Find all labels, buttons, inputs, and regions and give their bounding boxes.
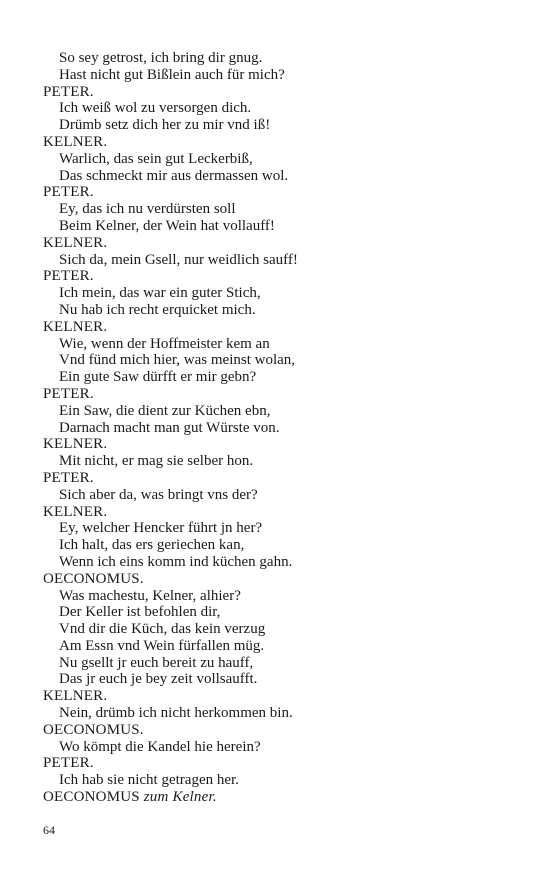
speaker-label: KELNER.: [43, 436, 108, 453]
verse-text: So sey getrost, ich bring dir gnug.: [59, 50, 263, 66]
speaker-name: [43, 319, 513, 336]
verse-text: Ey, das ich nu verdürsten soll: [59, 201, 236, 218]
verse-text: Ich mein, das war ein guter Stich,: [59, 285, 261, 302]
verse-line: [43, 420, 513, 437]
verse-line: [43, 168, 513, 185]
play-text: [43, 50, 513, 806]
speaker-label: PETER.: [43, 755, 94, 772]
speaker-label: OECONOMUS: [43, 789, 140, 806]
page-number: 64: [43, 823, 55, 837]
verse-text: Warlich, das sein gut Leckerbiß,: [59, 150, 253, 167]
stage-direction: zum Kelner.: [143, 789, 217, 806]
speaker-label: KELNER.: [43, 234, 108, 251]
verse-text: Ich weiß wol zu versorgen dich.: [59, 100, 252, 117]
verse-line: [43, 50, 513, 67]
verse-line: [43, 739, 513, 756]
speaker-label: OECONOMUS.: [43, 721, 144, 738]
verse-line: [43, 554, 513, 571]
speaker-label: PETER.: [43, 385, 94, 402]
verse-line: [43, 453, 513, 470]
verse-line: [43, 403, 513, 420]
verse-line: [43, 588, 513, 605]
verse-text: Mit nicht, er mag sie selber hon.: [59, 453, 254, 470]
verse-text: Drümb setz dich her zu mir vnd iß!: [59, 117, 271, 134]
speaker-name: [43, 571, 513, 588]
verse-text: Das jr euch je bey zeit vollsaufft.: [59, 671, 258, 688]
speaker-name: [43, 134, 513, 151]
verse-line: [43, 655, 513, 672]
speaker-name: [43, 436, 513, 453]
verse-text: Wenn ich eins komm ind küchen gahn.: [59, 553, 293, 570]
verse-line: [43, 487, 513, 504]
verse-line: [43, 520, 513, 537]
speaker-name: [43, 504, 513, 521]
verse-line: [43, 671, 513, 688]
verse-line: [43, 369, 513, 386]
verse-line: [43, 638, 513, 655]
speaker-label: KELNER.: [43, 503, 108, 520]
verse-line: [43, 218, 513, 235]
speaker-label: KELNER.: [43, 688, 108, 705]
speaker-label: PETER.: [43, 268, 94, 285]
verse-line: [43, 621, 513, 638]
speaker-name: [43, 789, 513, 806]
verse-text: Wo kömpt die Kandel hie herein?: [59, 738, 261, 755]
verse-line: [43, 67, 513, 84]
verse-text: Der Keller ist befohlen dir,: [59, 604, 221, 621]
verse-text: Beim Kelner, der Wein hat vollauff!: [59, 217, 275, 234]
verse-line: [43, 285, 513, 302]
speaker-name: [43, 470, 513, 487]
verse-line: [43, 201, 513, 218]
verse-text: Ich halt, das ers geriechen kan,: [59, 537, 245, 554]
speaker-label: PETER.: [43, 469, 94, 486]
speaker-name: [43, 184, 513, 201]
verse-line: [43, 100, 513, 117]
speaker-name: [43, 688, 513, 705]
verse-text: Ey, welcher Hencker führt jn her?: [59, 520, 263, 537]
verse-text: Vnd fünd mich hier, was meinst wolan,: [59, 352, 296, 369]
verse-text: Nein, drümb ich nicht herkommen bin.: [59, 705, 293, 722]
verse-line: [43, 117, 513, 134]
verse-text: Darnach macht man gut Würste von.: [59, 419, 280, 436]
verse-text: Ein gute Saw dürfft er mir gebn?: [59, 369, 257, 386]
verse-text: Sich aber da, was bringt vns der?: [59, 486, 258, 503]
speaker-name: [43, 235, 513, 252]
speaker-label: OECONOMUS.: [43, 570, 144, 587]
verse-line: [43, 604, 513, 621]
speaker-label: PETER.: [43, 184, 94, 201]
speaker-name: [43, 84, 513, 101]
verse-text: Nu gsellt jr euch bereit zu hauff,: [59, 654, 254, 671]
verse-line: [43, 151, 513, 168]
verse-text: Ich hab sie nicht getragen her.: [59, 772, 239, 789]
speaker-label: PETER.: [43, 83, 94, 100]
speaker-label: KELNER.: [43, 133, 108, 150]
verse-text: Wie, wenn der Hoffmeister kem an: [59, 335, 270, 352]
verse-text: Das schmeckt mir aus dermassen wol.: [59, 167, 289, 184]
speaker-label: KELNER.: [43, 318, 108, 335]
verse-line: [43, 302, 513, 319]
verse-text: Am Essn vnd Wein fürfallen müg.: [59, 637, 265, 654]
speaker-name: [43, 386, 513, 403]
verse-text: Was machestu, Kelner, alhier?: [59, 587, 241, 604]
verse-text: Vnd dir die Küch, das kein verzug: [59, 621, 266, 638]
verse-text: Sich da, mein Gsell, nur weidlich sauff!: [59, 251, 298, 268]
verse-line: [43, 352, 513, 369]
verse-line: [43, 537, 513, 554]
verse-line: [43, 252, 513, 269]
verse-line: [43, 772, 513, 789]
verse-line: [43, 705, 513, 722]
verse-text: Ein Saw, die dient zur Küchen ebn,: [59, 402, 271, 419]
verse-text: Hast nicht gut Bißlein auch für mich?: [59, 66, 285, 83]
verse-text: Nu hab ich recht erquicket mich.: [59, 301, 256, 318]
speaker-name: [43, 722, 513, 739]
speaker-name: [43, 755, 513, 772]
speaker-name: [43, 268, 513, 285]
verse-line: [43, 336, 513, 353]
